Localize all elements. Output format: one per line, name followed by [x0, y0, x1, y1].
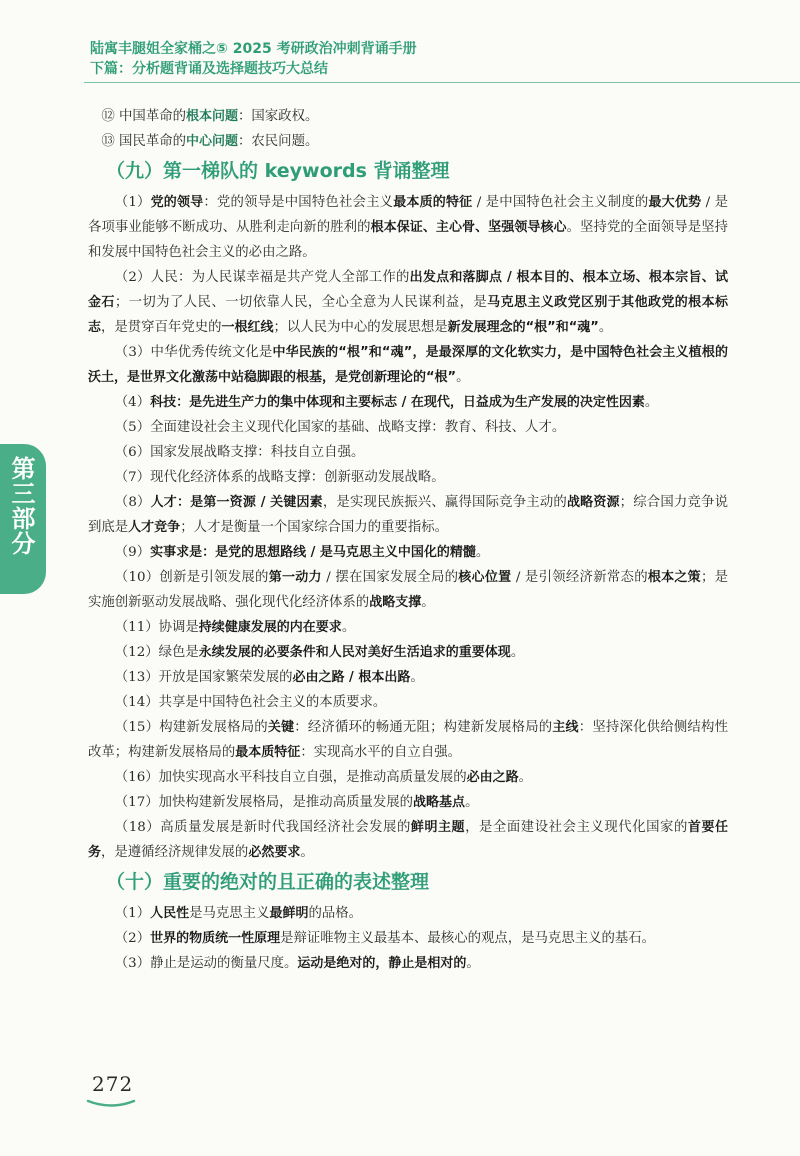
sec9-item-18: （18）高质量发展是新时代我国经济社会发展的鲜明主题，是全面建设社会主义现代化国家的首要任务，是遵循经济规律发展的必然要求。 [88, 820, 728, 860]
sec9-item-3: （3）中华优秀传统文化是中华民族的“根”和“魂”，是最深厚的文化软实力，是中国特色社会主义植根的沃土，是世界文化激荡中站稳脚跟的根基，是党创新理论的“根”。 [88, 345, 728, 385]
header-book-title: 陆寓丰腿姐全家桶之⑤ 2025 考研政治冲刺背诵手册 [90, 41, 417, 57]
sec9-item-4: （4）科技：是先进生产力的集中体现和主要标志 / 在现代，日益成为生产发展的决定性因素。 [114, 395, 659, 410]
sec9-item-10: （10）创新是引领发展的第一动力 / 摆在国家发展全局的核心位置 / 是引领经济新常态的根本之策；是实施创新驱动发展战略、强化现代化经济体系的战略支撑。 [88, 570, 728, 610]
intro-item-13: ⑬ 国民革命的中心问题：农民问题。 [101, 134, 319, 149]
sec9-item-7: （7）现代化经济体系的战略支撑：创新驱动发展战略。 [114, 470, 445, 485]
header-part-title: 下篇：分析题背诵及选择题技巧大总结 [90, 61, 328, 77]
page-number: 272 [92, 1072, 134, 1096]
sec9-item-11: （11）协调是持续健康发展的内在要求。 [114, 620, 356, 635]
page-content [88, 104, 728, 976]
sec10-item-1: （1）人民性是马克思主义最鲜明的品格。 [114, 906, 363, 921]
section-10-heading: （十）重要的绝对的且正确的表述整理 [106, 871, 430, 893]
sec9-item-9: （9）实事求是：是党的思想路线 / 是马克思主义中国化的精髓。 [114, 545, 490, 560]
sec9-item-15: （15）构建新发展格局的关键：经济循环的畅通无阻；构建新发展格局的主线：坚持深化供给侧结构性改革；构建新发展格局的最本质特征：实现高水平的自立自强。 [88, 720, 728, 760]
sec10-item-2: （2）世界的物质统一性原理是辩证唯物主义最基本、最核心的观点，是马克思主义的基石。 [114, 931, 656, 946]
part-side-tab [0, 444, 46, 594]
sec9-item-14: （14）共享是中国特色社会主义的本质要求。 [114, 695, 387, 710]
sec9-item-5: （5）全面建设社会主义现代化国家的基础、战略支撑：教育、科技、人才。 [114, 420, 566, 435]
sec9-item-1: （1）党的领导：党的领导是中国特色社会主义最本质的特征 / 是中国特色社会主义制度的最大优势 / 是各项事业能够不断成功、从胜利走向新的胜利的根本保证、主心骨、坚强领导核心。坚持党的全面领导是坚持和发展中国特色社会主义的必由之路。 [88, 195, 729, 260]
header-rule [84, 82, 800, 83]
page-number-wave-icon [86, 1096, 136, 1108]
sec10-item-3: （3）静止是运动的衡量尺度。运动是绝对的，静止是相对的。 [114, 956, 480, 971]
sec9-item-16: （16）加快实现高水平科技自立自强，是推动高质量发展的必由之路。 [114, 770, 533, 785]
sec9-item-12: （12）绿色是永续发展的必要条件和人民对美好生活追求的重要体现。 [114, 645, 525, 660]
sec9-item-8: （8）人才：是第一资源 / 关键因素，是实现民族振兴、赢得国际竞争主动的战略资源；综合国力竞争说到底是人才竞争；人才是衡量一个国家综合国力的重要指标。 [88, 495, 728, 535]
intro-item-12: ⑫ 中国革命的根本问题：国家政权。 [101, 109, 319, 124]
sec9-item-2: （2）人民：为人民谋幸福是共产党人全部工作的出发点和落脚点 / 根本目的、根本立场、根本宗旨、试金石；一切为了人民、一切依靠人民，全心全意为人民谋利益，是马克思主义政党区别于其他政党的根本标志，是贯穿百年党史的一根红线；以人民为中心的发展思想是新发展理念的“根”和“魂”。 [88, 270, 728, 335]
sec9-item-6: （6）国家发展战略支撑：科技自立自强。 [114, 445, 365, 460]
sec9-item-17: （17）加快构建新发展格局，是推动高质量发展的战略基点。 [114, 795, 479, 810]
part-side-tab-label: 第三部分 [7, 456, 35, 556]
sec9-item-13: （13）开放是国家繁荣发展的必由之路 / 根本出路。 [114, 670, 424, 685]
page-header [0, 0, 800, 84]
section-9-heading: （九）第一梯队的 keywords 背诵整理 [106, 160, 450, 182]
